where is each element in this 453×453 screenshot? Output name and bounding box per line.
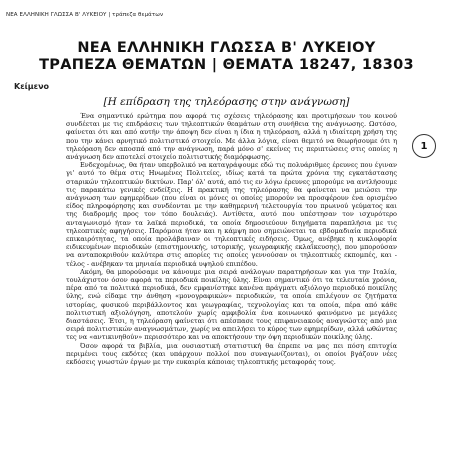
paragraph: Ακόμη, θα μπορούσαμε να κάνουμε μια σειρά ανάλογων παρατηρήσεων και για την Ιταλία, τουλάχιστον όσον αφορά τα περιοδικά ποικίλης ύλης. Είναι σημαντικό ότι τα τελευταία χρόνια, πέρα από τα πολιτικά περιοδικά, δεν εμφανίστηκε κανένα πράγματι αξιόλογο περιοδικό ποικίλης ύλης, ενώ είδαμε την άνθηση «μονογραφικών» περιοδικών, τα οποία επιλέγουν σε ζητήματα ιστορίας, φυσικού περιβάλλοντος και γεωγραφίας, τεχνολογίας και τα οποία, πέρα από κάθε πολιτιστική αξιολόγηση, αποτελούν χωρίς αμφιβολία ένα κοινωνικό φαινόμενο με μεγάλες διαστάσεις. Έτσι, η τηλεόραση φαίνεται ότι απέσπασε τους επιφανειακούς αναγνώστες από μια σειρά πολιτιστικών αναγνωσμάτων, χωρίς να απειλήσει το κύρος των εφημερίδων, αλλά ωθώντας τες να «αντικινηθούν» περισσότερο και να αποκτήσουν την όψη περιοδικών ποικίλης ύλης. xyxy=(66,267,397,342)
document-title-line1: ΝΕΑ ΕΛΛΗΝΙΚΗ ΓΛΩΣΣΑ Β' ΛΥΚΕΙΟΥ xyxy=(77,40,376,56)
paragraph: Όσον αφορά τα βιβλία, μια ουσιαστική στατιστική θα έπρεπε να μας πει πόση επιτυχία περιμένει τους εκδότες (και υπάρχουν πολλοί που συναγωνίζονται), οι οποίοι βγάζουν νέες εκδόσεις γνωστών έργων με την ευκαιρία κάποιας τηλεοπτικής μεταφοράς τους. xyxy=(66,341,397,367)
document-title-line2: ΤΡΑΠΕΖΑ ΘΕΜΑΤΩΝ | ΘΕΜΑΤΑ 18247, 18303 xyxy=(39,57,414,73)
paragraph: Ένα σημαντικό ερώτημα που αφορά τις σχέσεις τηλεόρασης και προτιμήσεων του κοινού συνδέεται με τις επιδράσεις των τηλεοπτικών θεαμάτων στη συνήθεια της ανάγνωσης. Ωστόσο, φαίνεται ότι και από αυτήν την άποψη δεν είναι η ίδια η τηλεόραση, αλλά η ιδιαίτερη χρήση της που την κάνει αρνητικό πολιτιστικό στοιχείο. Με άλλα λόγια, είναι θεμιτό να θεωρήσουμε ότι η τηλεόραση δεν αποσπά από την ανάγνωση, παρά μόνο σ' εκείνες τις περιπτώσεις στις οποίες η ανάγνωση δεν αποτελεί στοιχείο πολιτιστικής διαμόρφωσης. xyxy=(66,112,397,162)
page-header: ΝΕΑ ΕΛΛΗΝΙΚΗ ΓΛΩΣΣΑ Β' ΛΥΚΕΙΟΥ | τράπεζα θεμάτων xyxy=(6,12,164,18)
paragraph: Ενδεχομένως, θα ήταν υπερβολικό να καταγράψουμε εδώ τις πολυάριθμες έρευνες που έγιναν γι' αυτό το θέμα στις Ηνωμένες Πολιτείες, ιδίως κατά τα πρώτα χρόνια της εγκατάστασης σταρικών τηλεοπτικών δικτύων. Παρ' όλ' αυτά, από τις εν λόγω έρευνες μπορούμε να αντλήσουμε τις παρακάτω γενικές ενδείξεις. Η πρακτική της τηλεόρασης θα φαίνεται να μειώσει την ανάγνωση των εφημερίδων (που είναι οι μόνες οι οποίες μπορούν να προσφέρουν ένα ορισμένο είδος πληροφόρησης και συνδέονται με την καθημερινή τελετουργία του πρωινού γεύματος και της διαδρομής προς τον τόπο δουλειάς). Αντίθετα, αυτό που υπέστησαν τον ισχυρότερο ανταγωνισμό ήταν τα λαϊκά περιοδικά, τα οποία δημοσιεύουν διηγήματα παραπλήσια με τις τηλεοπτικές αφηγήσεις. Παρόμοια ήταν και η κάμψη που σημειώνεται τα εβδομαδιαία περιοδικά επικαιρότητας, τα οποία προλάβαιναν οι τηλεοπτικές ειδήσεις. Όμως, ανέβηκε η κυκλοφορία ειδικευμένων περιοδικών (επιστημονικής, ιστορικής, γεωγραφικής εκλαΐκευσης), που μπορούσαν να ανταποκριθούν καλύτερα στις απορίες τις οποίες γεννούσαν οι τηλεοπτικές εκπομπές, και - τέλος - ανέβηκαν τα μηνιαία περιοδικά υψηλού επιπέδου. xyxy=(66,161,397,268)
text-body xyxy=(66,112,397,366)
text-title: [Η επίδραση της τηλεόρασης στην ανάγνωση] xyxy=(103,96,350,108)
section-label: Κείμενο xyxy=(14,82,50,91)
question-number-badge: 1 xyxy=(412,134,436,158)
